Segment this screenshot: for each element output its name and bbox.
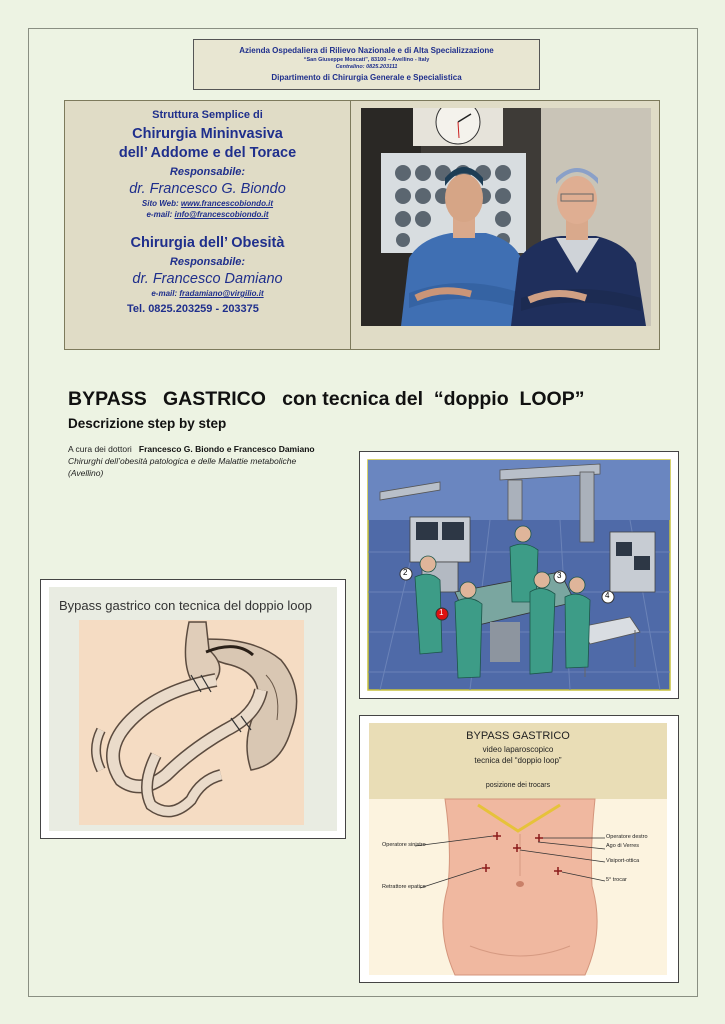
unit-name-line2: dell’ Addome e del Torace bbox=[118, 145, 297, 161]
surgeons-photo bbox=[361, 108, 651, 326]
trocar-title: BYPASS GASTRICO bbox=[466, 730, 570, 742]
email-label-1: e-mail: bbox=[146, 210, 173, 219]
responsabile-label-1: Responsabile: bbox=[169, 166, 246, 178]
hospital-header bbox=[193, 39, 540, 90]
website-link[interactable]: www.francescobiondo.it bbox=[180, 199, 274, 208]
article-subtitle: Descrizione step by step bbox=[68, 416, 227, 431]
website-label: Sito Web: bbox=[141, 199, 179, 208]
info-box bbox=[64, 100, 660, 350]
operating-room-figure bbox=[359, 451, 679, 699]
hospital-address: “San Giuseppe Moscati”, 83100 – Avellino - Italy bbox=[303, 57, 430, 63]
phone-line: Tel. 0825.203259 - 203375 bbox=[127, 303, 259, 315]
label-visiport: Visiport-ottica bbox=[606, 858, 640, 864]
label-ago-verres: Ago di Verres bbox=[606, 843, 640, 849]
unit-name-line1: Chirurgia Mininvasiva bbox=[132, 126, 283, 142]
info-text bbox=[65, 101, 351, 349]
responsabile-label-2: Responsabile: bbox=[169, 256, 246, 268]
responsabile-name-1: dr. Francesco G. Biondo bbox=[129, 181, 286, 197]
byline-prefix: A cura dei dottori bbox=[68, 444, 139, 454]
marker-1: 1 bbox=[439, 608, 444, 617]
email-line-1 bbox=[65, 210, 350, 219]
byline-authors: Francesco G. Biondo e Francesco Damiano bbox=[138, 444, 315, 454]
marker-3: 3 bbox=[557, 571, 562, 580]
article-title: BYPASS GASTRICO con tecnica del “doppio LOOP” bbox=[68, 388, 585, 410]
email-link-2[interactable]: fradamiano@virgilio.it bbox=[179, 289, 264, 298]
label-operatore-sinistro: Operatore sinistro bbox=[382, 842, 426, 848]
department-name: Dipartimento di Chirurgia Generale e Specialistica bbox=[271, 73, 462, 82]
trocar-sub2: tecnica del “doppio loop” bbox=[474, 756, 562, 765]
bypass-illustration-caption: Bypass gastrico con tecnica del doppio loop bbox=[59, 598, 312, 613]
label-retrattore-epatico: Retrattore epatico bbox=[382, 884, 426, 890]
byline-affiliation: Chirurghi dell’obesità patologica e delle Malattie metaboliche bbox=[68, 456, 297, 466]
label-quinto-trocar: 5° trocar bbox=[606, 877, 627, 883]
bypass-illustration-figure bbox=[40, 579, 346, 839]
email-link-1[interactable]: info@francescobiondo.it bbox=[174, 210, 269, 219]
marker-2: 2 bbox=[403, 568, 408, 577]
byline-city: (Avellino) bbox=[68, 468, 104, 478]
email-label-2: e-mail: bbox=[151, 289, 178, 298]
website-line bbox=[65, 199, 350, 208]
byline bbox=[68, 443, 315, 479]
responsabile-name-2: dr. Francesco Damiano bbox=[132, 271, 283, 287]
marker-4: 4 bbox=[605, 591, 610, 600]
hospital-name: Azienda Ospedaliera di Rilievo Nazionale e di Alta Specializzazione bbox=[239, 46, 494, 55]
unit2-name: Chirurgia dell’ Obesità bbox=[130, 235, 285, 251]
hospital-phone: Centralino: 0825.203111 bbox=[335, 64, 398, 70]
trocar-positions-figure bbox=[359, 715, 679, 983]
label-operatore-destro: Operatore destro bbox=[606, 834, 648, 840]
trocar-sub1: video laparoscopico bbox=[482, 745, 554, 754]
struttura-label: Struttura Semplice di bbox=[152, 109, 263, 121]
trocar-sub3: posizione dei trocars bbox=[485, 782, 551, 789]
email-line-2 bbox=[65, 289, 350, 298]
